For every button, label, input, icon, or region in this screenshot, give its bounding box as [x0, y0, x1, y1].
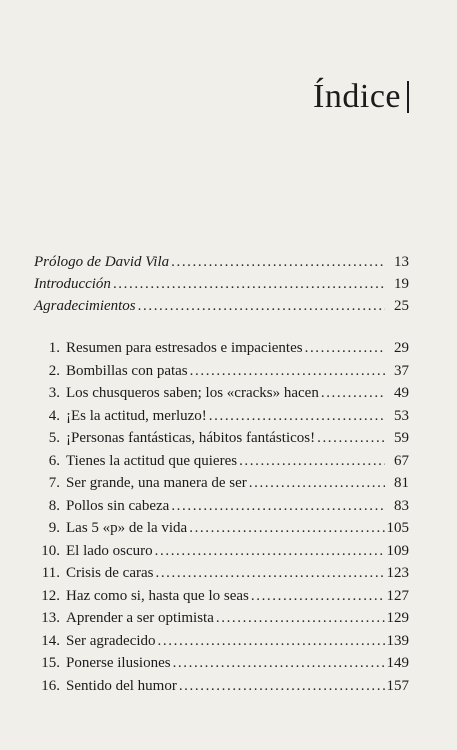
- dot-leader: [179, 678, 385, 695]
- chapter-number: 14.: [41, 632, 60, 649]
- chapter-title: Aprender a ser optimista: [66, 610, 214, 626]
- front-matter-item: [34, 276, 409, 298]
- chapter-number: 15.: [41, 655, 60, 671]
- chapter-title: Las 5 «p» de la vida: [66, 520, 188, 536]
- chapter-title: Ponerse ilusiones: [66, 655, 171, 671]
- chapter-item: [34, 520, 409, 543]
- chapter-number: 3.: [48, 385, 60, 401]
- dot-leader: [155, 565, 384, 582]
- chapter-title: ¡Es la actitud, merluzo!: [66, 407, 207, 424]
- page-number: 109: [386, 542, 409, 559]
- chapter-title: Tienes la actitud que quieres: [66, 452, 238, 469]
- chapter-item: [34, 340, 409, 363]
- chapter-item: [34, 543, 409, 566]
- page-number: 123: [386, 565, 409, 581]
- chapter-item: [34, 588, 409, 611]
- page-number: 49: [394, 385, 409, 401]
- page-number: 139: [386, 632, 409, 649]
- chapter-item: [34, 565, 409, 588]
- dot-leader: [158, 633, 385, 650]
- chapter-number: 16.: [41, 677, 60, 694]
- front-matter-label: Agradecimientos: [34, 298, 136, 314]
- chapter-item: [34, 475, 409, 498]
- chapter-number: 12.: [41, 587, 60, 604]
- chapter-item: [34, 430, 409, 453]
- dot-leader: [239, 453, 385, 470]
- dot-leader: [171, 498, 385, 515]
- page-number: 83: [394, 497, 409, 514]
- page-number: 81: [394, 475, 409, 491]
- dot-leader: [190, 363, 385, 380]
- page-title: Índice: [313, 78, 401, 115]
- title-block: [313, 80, 409, 114]
- page-number: 37: [394, 362, 409, 379]
- page-number: 149: [386, 655, 409, 671]
- chapter-list: [34, 340, 409, 700]
- page-number: 67: [394, 452, 409, 469]
- chapter-title: El lado oscuro: [66, 542, 153, 559]
- chapter-title: Resumen para estresados e impacientes: [66, 340, 303, 356]
- dot-leader: [317, 430, 385, 447]
- dot-leader: [155, 543, 385, 560]
- chapter-number: 8.: [48, 497, 60, 514]
- page-number: 25: [394, 298, 409, 314]
- chapter-item: [34, 453, 409, 476]
- front-matter-list: [34, 254, 409, 320]
- chapter-item: [34, 610, 409, 633]
- page-number: 127: [386, 587, 409, 604]
- dot-leader: [171, 254, 385, 271]
- dot-leader: [305, 340, 385, 357]
- chapter-number: 9.: [48, 520, 60, 536]
- chapter-item: [34, 385, 409, 408]
- front-matter-label: Introducción: [34, 276, 111, 292]
- title-bar-mark: [407, 81, 409, 113]
- chapter-item: [34, 498, 409, 521]
- page-number: 129: [386, 610, 409, 626]
- chapter-number: 5.: [48, 430, 60, 446]
- chapter-number: 10.: [41, 542, 60, 559]
- chapter-title: Pollos sin cabeza: [66, 497, 170, 514]
- chapter-number: 13.: [41, 610, 60, 626]
- page-number: 53: [394, 407, 409, 424]
- chapter-number: 4.: [48, 407, 60, 424]
- chapter-title: Los chusqueros saben; los «cracks» hacen: [66, 385, 319, 401]
- chapter-title: Haz como si, hasta que lo seas: [66, 587, 249, 604]
- page-number: 13: [394, 254, 409, 270]
- chapter-title: Ser grande, una manera de ser: [66, 475, 247, 491]
- page-number: 105: [386, 520, 409, 536]
- front-matter-label: Prólogo de David Vila: [34, 254, 170, 270]
- page-number: 157: [386, 677, 409, 694]
- dot-leader: [216, 610, 385, 627]
- chapter-title: Ser agradecido: [66, 632, 156, 649]
- chapter-item: [34, 363, 409, 386]
- chapter-title: Bombillas con patas: [66, 362, 188, 379]
- dot-leader: [251, 588, 385, 605]
- front-matter-item: [34, 298, 409, 320]
- chapter-number: 7.: [48, 475, 60, 491]
- dot-leader: [209, 408, 385, 425]
- dot-leader: [138, 298, 385, 315]
- page-number: 29: [394, 340, 409, 356]
- page-number: 19: [394, 276, 409, 292]
- chapter-number: 1.: [48, 340, 60, 356]
- chapter-title: Crisis de caras: [66, 565, 154, 581]
- chapter-number: 2.: [48, 362, 60, 379]
- chapter-title: Sentido del humor: [66, 677, 177, 694]
- dot-leader: [249, 475, 385, 492]
- chapter-item: [34, 633, 409, 656]
- page-number: 59: [394, 430, 409, 446]
- dot-leader: [113, 276, 385, 293]
- chapter-number: 11.: [41, 565, 60, 581]
- chapter-item: [34, 655, 409, 678]
- chapter-item: [34, 678, 409, 701]
- chapter-title: ¡Personas fantásticas, hábitos fantásticos!: [66, 430, 316, 446]
- chapter-number: 6.: [48, 452, 60, 469]
- chapter-item: [34, 408, 409, 431]
- dot-leader: [189, 520, 384, 537]
- dot-leader: [173, 655, 385, 672]
- front-matter-item: [34, 254, 409, 276]
- dot-leader: [321, 385, 385, 402]
